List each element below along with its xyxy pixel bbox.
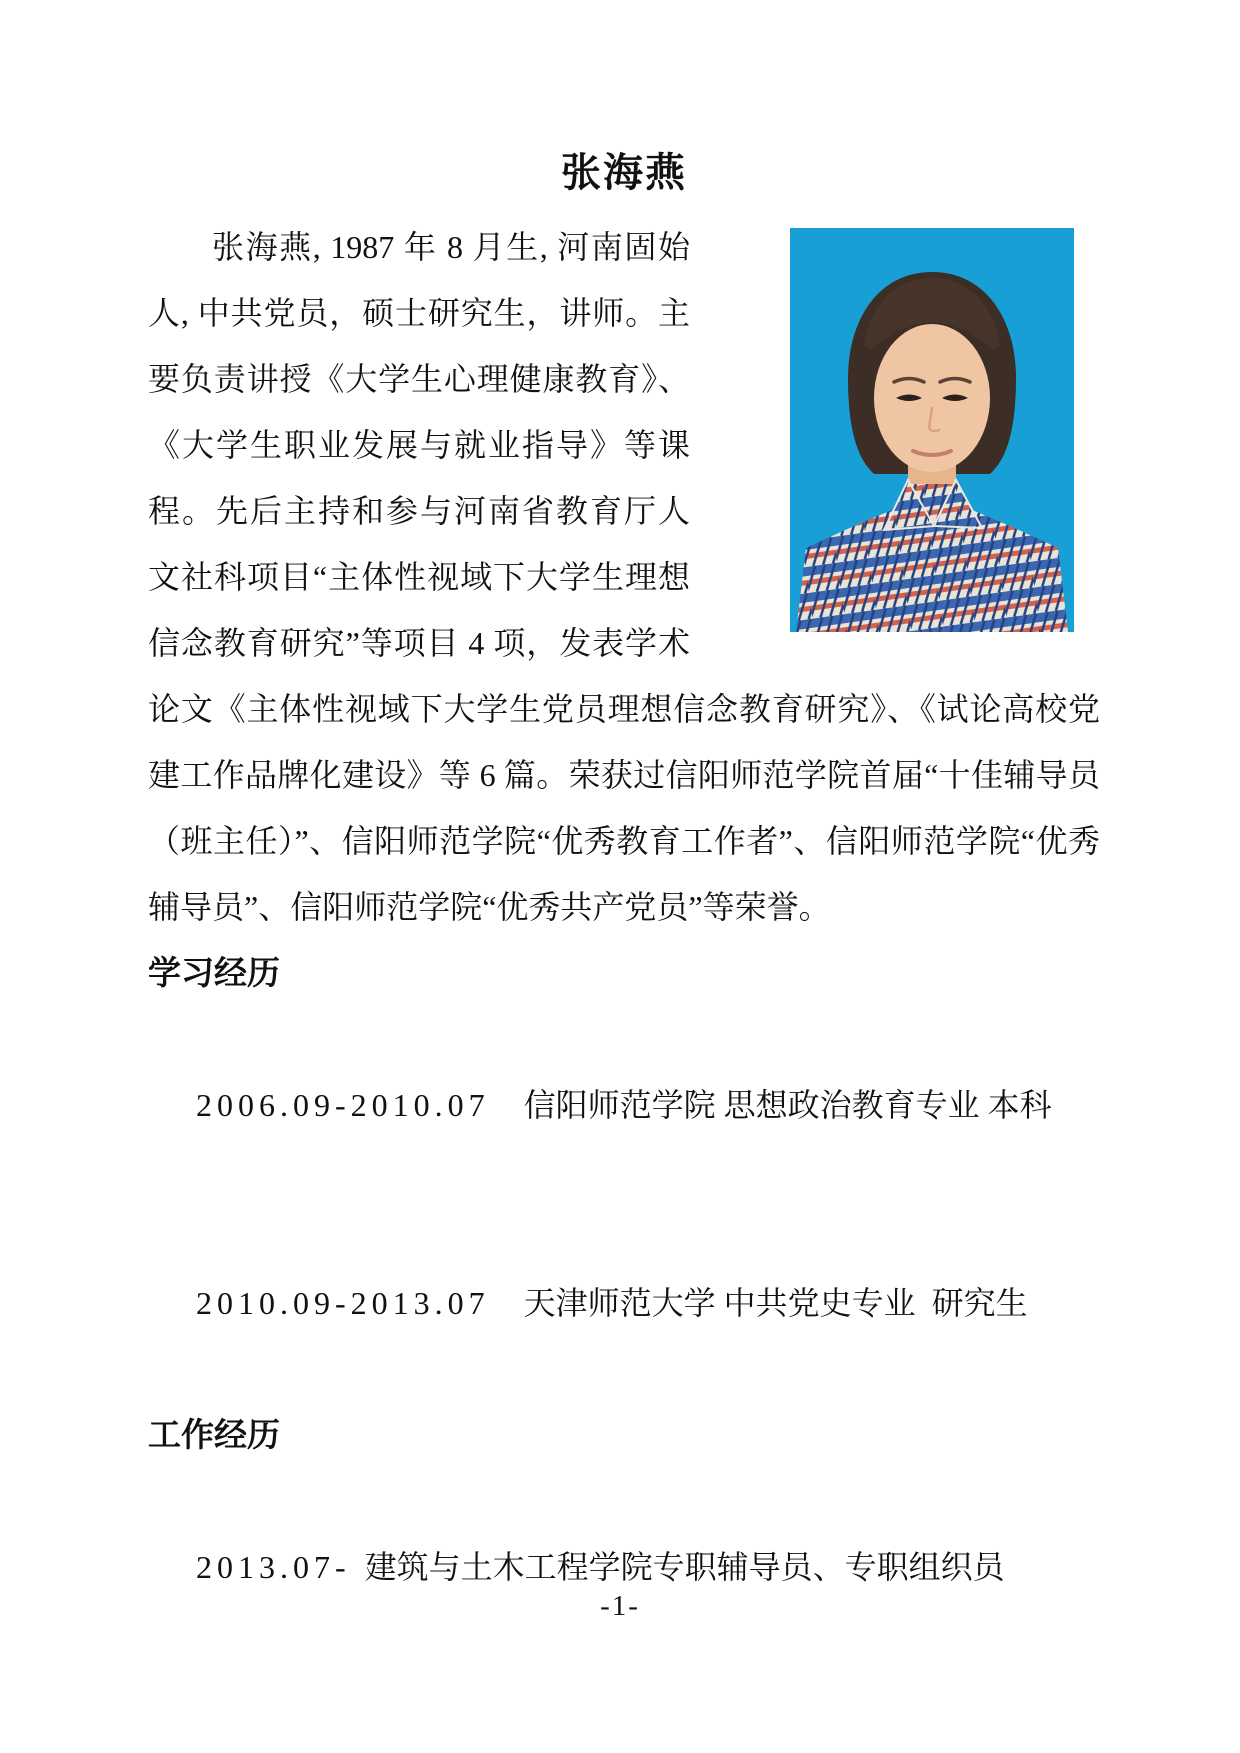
document-body (148, 145, 1100, 1666)
education-period: 2006.09-2010.07 (196, 1087, 490, 1123)
education-detail: 天津师范大学 中共党史专业 研究生 (523, 1285, 1028, 1321)
education-item (148, 1006, 1100, 1204)
portrait-photo (790, 228, 1074, 632)
page-number: -1- (600, 1590, 640, 1622)
work-detail: 建筑与土木工程学院专职辅导员、专职组织员 (364, 1549, 1005, 1585)
education-period: 2010.09-2013.07 (196, 1285, 490, 1321)
section-heading-work: 工作经历 (148, 1416, 280, 1453)
page-title: 张海燕 (561, 150, 687, 195)
education-detail: 信阳师范学院 思想政治教育专业 本科 (523, 1087, 1052, 1123)
work-item (148, 1468, 1100, 1666)
education-item (148, 1204, 1100, 1402)
bio-paragraph: 张海燕, 1987 年 8 月生, 河南固始人, 中共党员，硕士研究生，讲师。主要负责讲授《大学生心理健康教育》、《大学生职业发展与就业指导》等课程。先后主持和参与河南省教育厅人文社科项目“主体性视域下大学生理想信念教育研究”等项目 4 项，发表学术论文《主体性视域下大学生党员理想信念教育研究》、《试论高校党建工作品牌化建设》等 6 篇。荣获过信阳师范学院首届“十佳辅导员（班主任）”、信阳师范学院“优秀教育工作者”、信阳师范学院“优秀辅导员”、信阳师范学院“优秀共产党员”等荣誉。 (148, 229, 1100, 925)
work-period: 2013.07- (196, 1549, 351, 1585)
portrait-photo-graphic (790, 228, 1074, 632)
section-heading-education: 学习经历 (148, 954, 280, 991)
